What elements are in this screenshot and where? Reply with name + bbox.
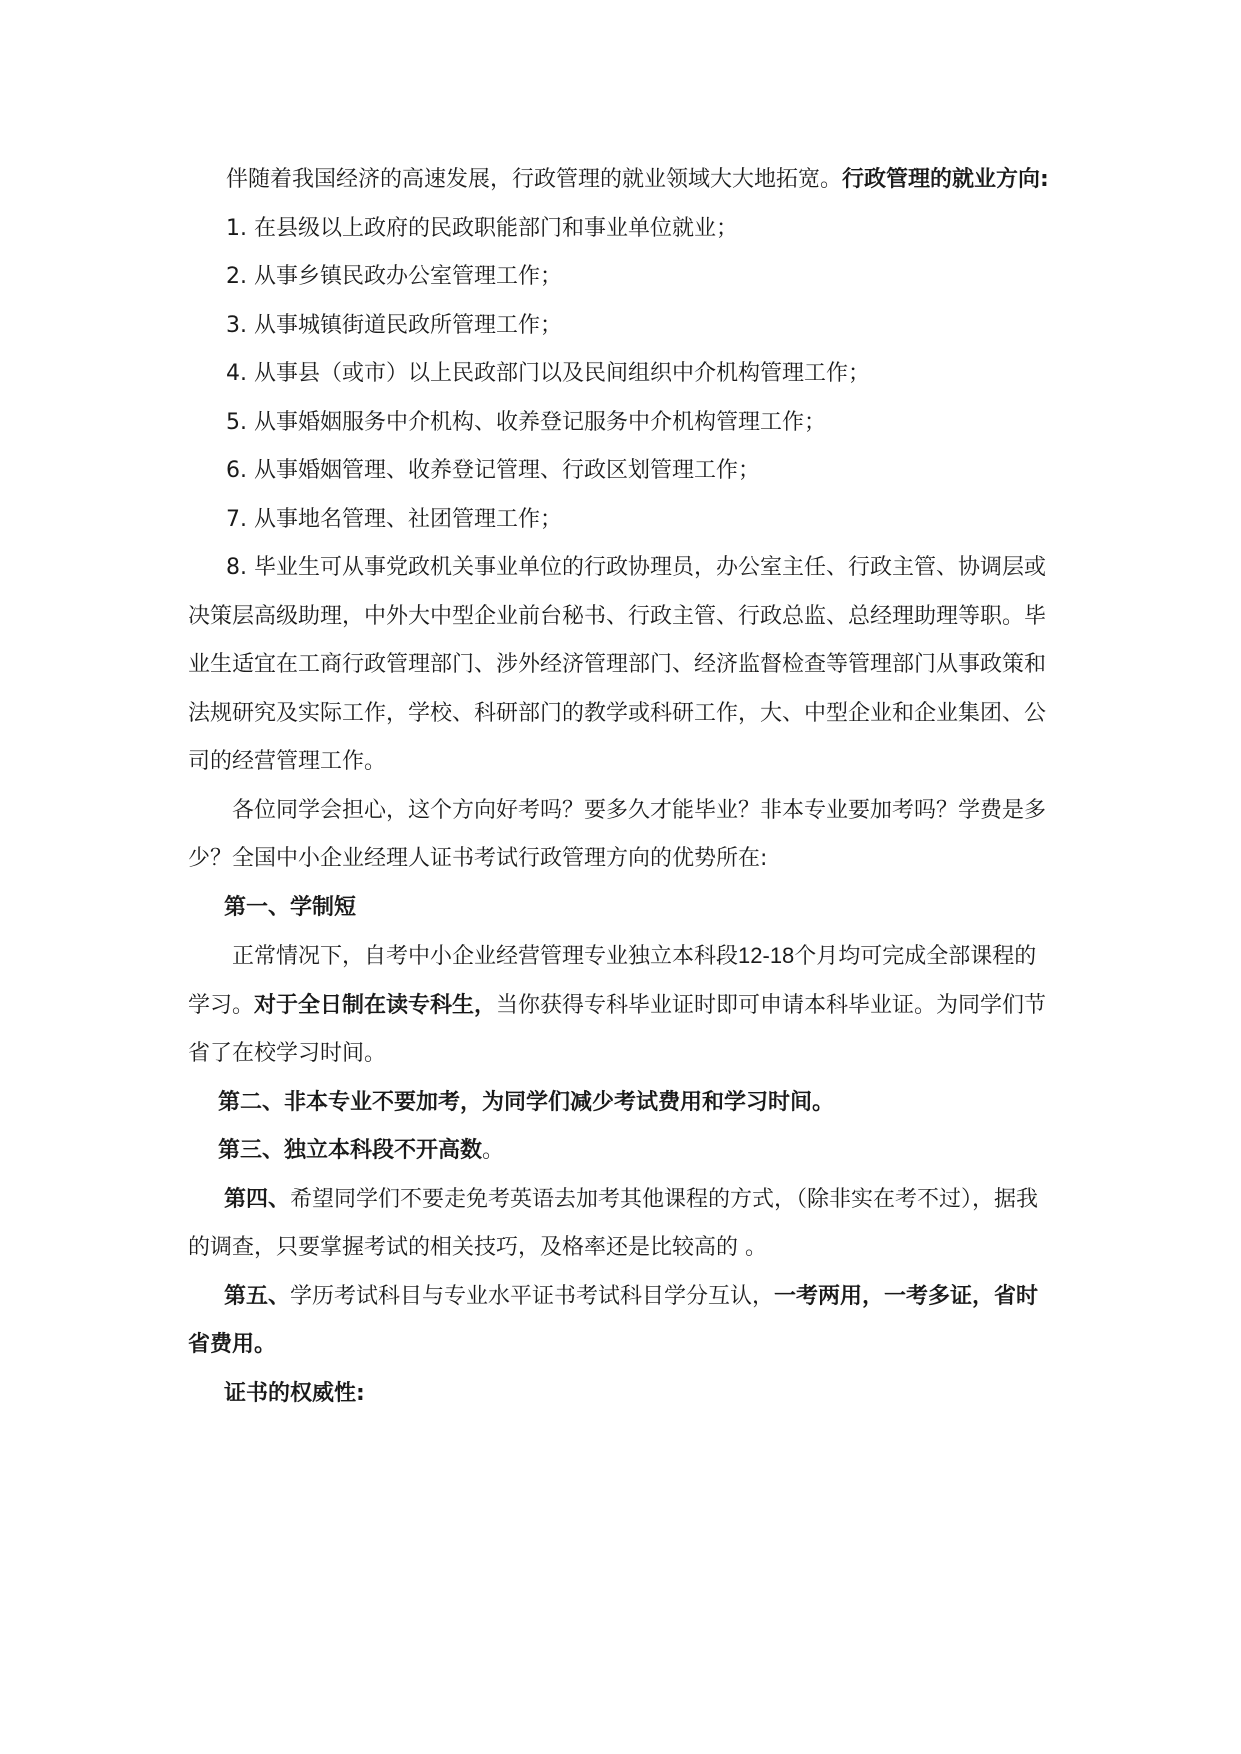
fifth-text: 学历考试科目与专业水平证书考试科目学分互认， <box>290 1283 775 1309</box>
authority-heading: 证书的权威性: <box>224 1380 365 1406</box>
list-item-3: 3. 从事城镇街道民政所管理工作； <box>226 312 562 338</box>
fifth-bold-text-2: 一考两用，一考多证，省时省费用。 <box>188 1283 1039 1357</box>
second-paragraph: 第二、非本专业不要加考，为同学们减少考试费用和学习时间。 <box>218 1089 835 1115</box>
list-item-8: 8. 毕业生可从事党政机关事业单位的行政协理员，办公室主任、行政主管、协调层或决策层高级助理，中外大中型企业前台秘书、行政主管、行政总监、总经理助理等职。毕业生适宜在工商行政管理部门、涉外经济管理部门、经济监督检查等管理部门从事政策和法规研究及实际工作，学校、科研部门的教学或科研工作，大、中型企业和企业集团、公司的经营管理工作。 <box>188 555 1047 774</box>
fourth-paragraph <box>188 1176 1056 1273</box>
first-text-b: 个月均可完成全部课程的学习。 <box>188 944 1037 1018</box>
first-text-a: 正常情况下，自考中小企业经营管理专业独立本科段 <box>232 944 739 969</box>
fourth-bold-text: 第四、 <box>224 1186 291 1212</box>
list-item-4: 4. 从事县（或市）以上民政部门以及民间组织中介机构管理工作； <box>226 361 870 386</box>
intro-text: 伴随着我国经济的高速发展，行政管理的就业领域大大地拓宽。 <box>226 167 843 192</box>
list-item-2: 2. 从事乡镇民政办公室管理工作； <box>226 264 562 289</box>
third-bold-text: 第三、独立本科段不开高数 <box>218 1138 483 1163</box>
intro-bold-text: 行政管理的就业方向: <box>842 167 1049 192</box>
fourth-text: 希望同学们不要走免考英语去加考其他课程的方式，（除非实在考不过），据我的调查，只要掌握考试的相关技巧，及格率还是比较高的 。 <box>188 1186 1039 1260</box>
fifth-paragraph <box>188 1273 1056 1370</box>
list-item-5: 5. 从事婚姻服务中介机构、收养登记服务中介机构管理工作； <box>226 409 826 435</box>
fifth-bold-text: 第五、 <box>224 1283 291 1309</box>
first-number: 12-18 <box>738 943 795 968</box>
first-text-c: 当你获得专科毕业证时即可申请本科毕业证。为同学们节省了在校学习时间。 <box>188 992 1047 1066</box>
first-bold-text: 对于全日制在读专科生， <box>254 992 497 1018</box>
document-body <box>188 156 1056 1418</box>
third-tail: 。 <box>482 1138 505 1163</box>
questions-paragraph: 各位同学会担心，这个方向好考吗？要多久才能毕业？非本专业要加考吗？学费是多少？全国中小企业经理人证书考试行政管理方向的优势所在: <box>188 797 1047 871</box>
first-heading: 第一、学制短 <box>224 894 357 920</box>
intro-paragraph <box>188 156 1056 205</box>
first-paragraph <box>188 932 1056 1079</box>
list-item-7: 7. 从事地名管理、社团管理工作； <box>226 506 562 532</box>
third-paragraph <box>188 1127 1056 1176</box>
list-item-6: 6. 从事婚姻管理、收养登记管理、行政区划管理工作； <box>226 458 760 483</box>
list-item-1: 1. 在县级以上政府的民政职能部门和事业单位就业； <box>226 215 738 241</box>
